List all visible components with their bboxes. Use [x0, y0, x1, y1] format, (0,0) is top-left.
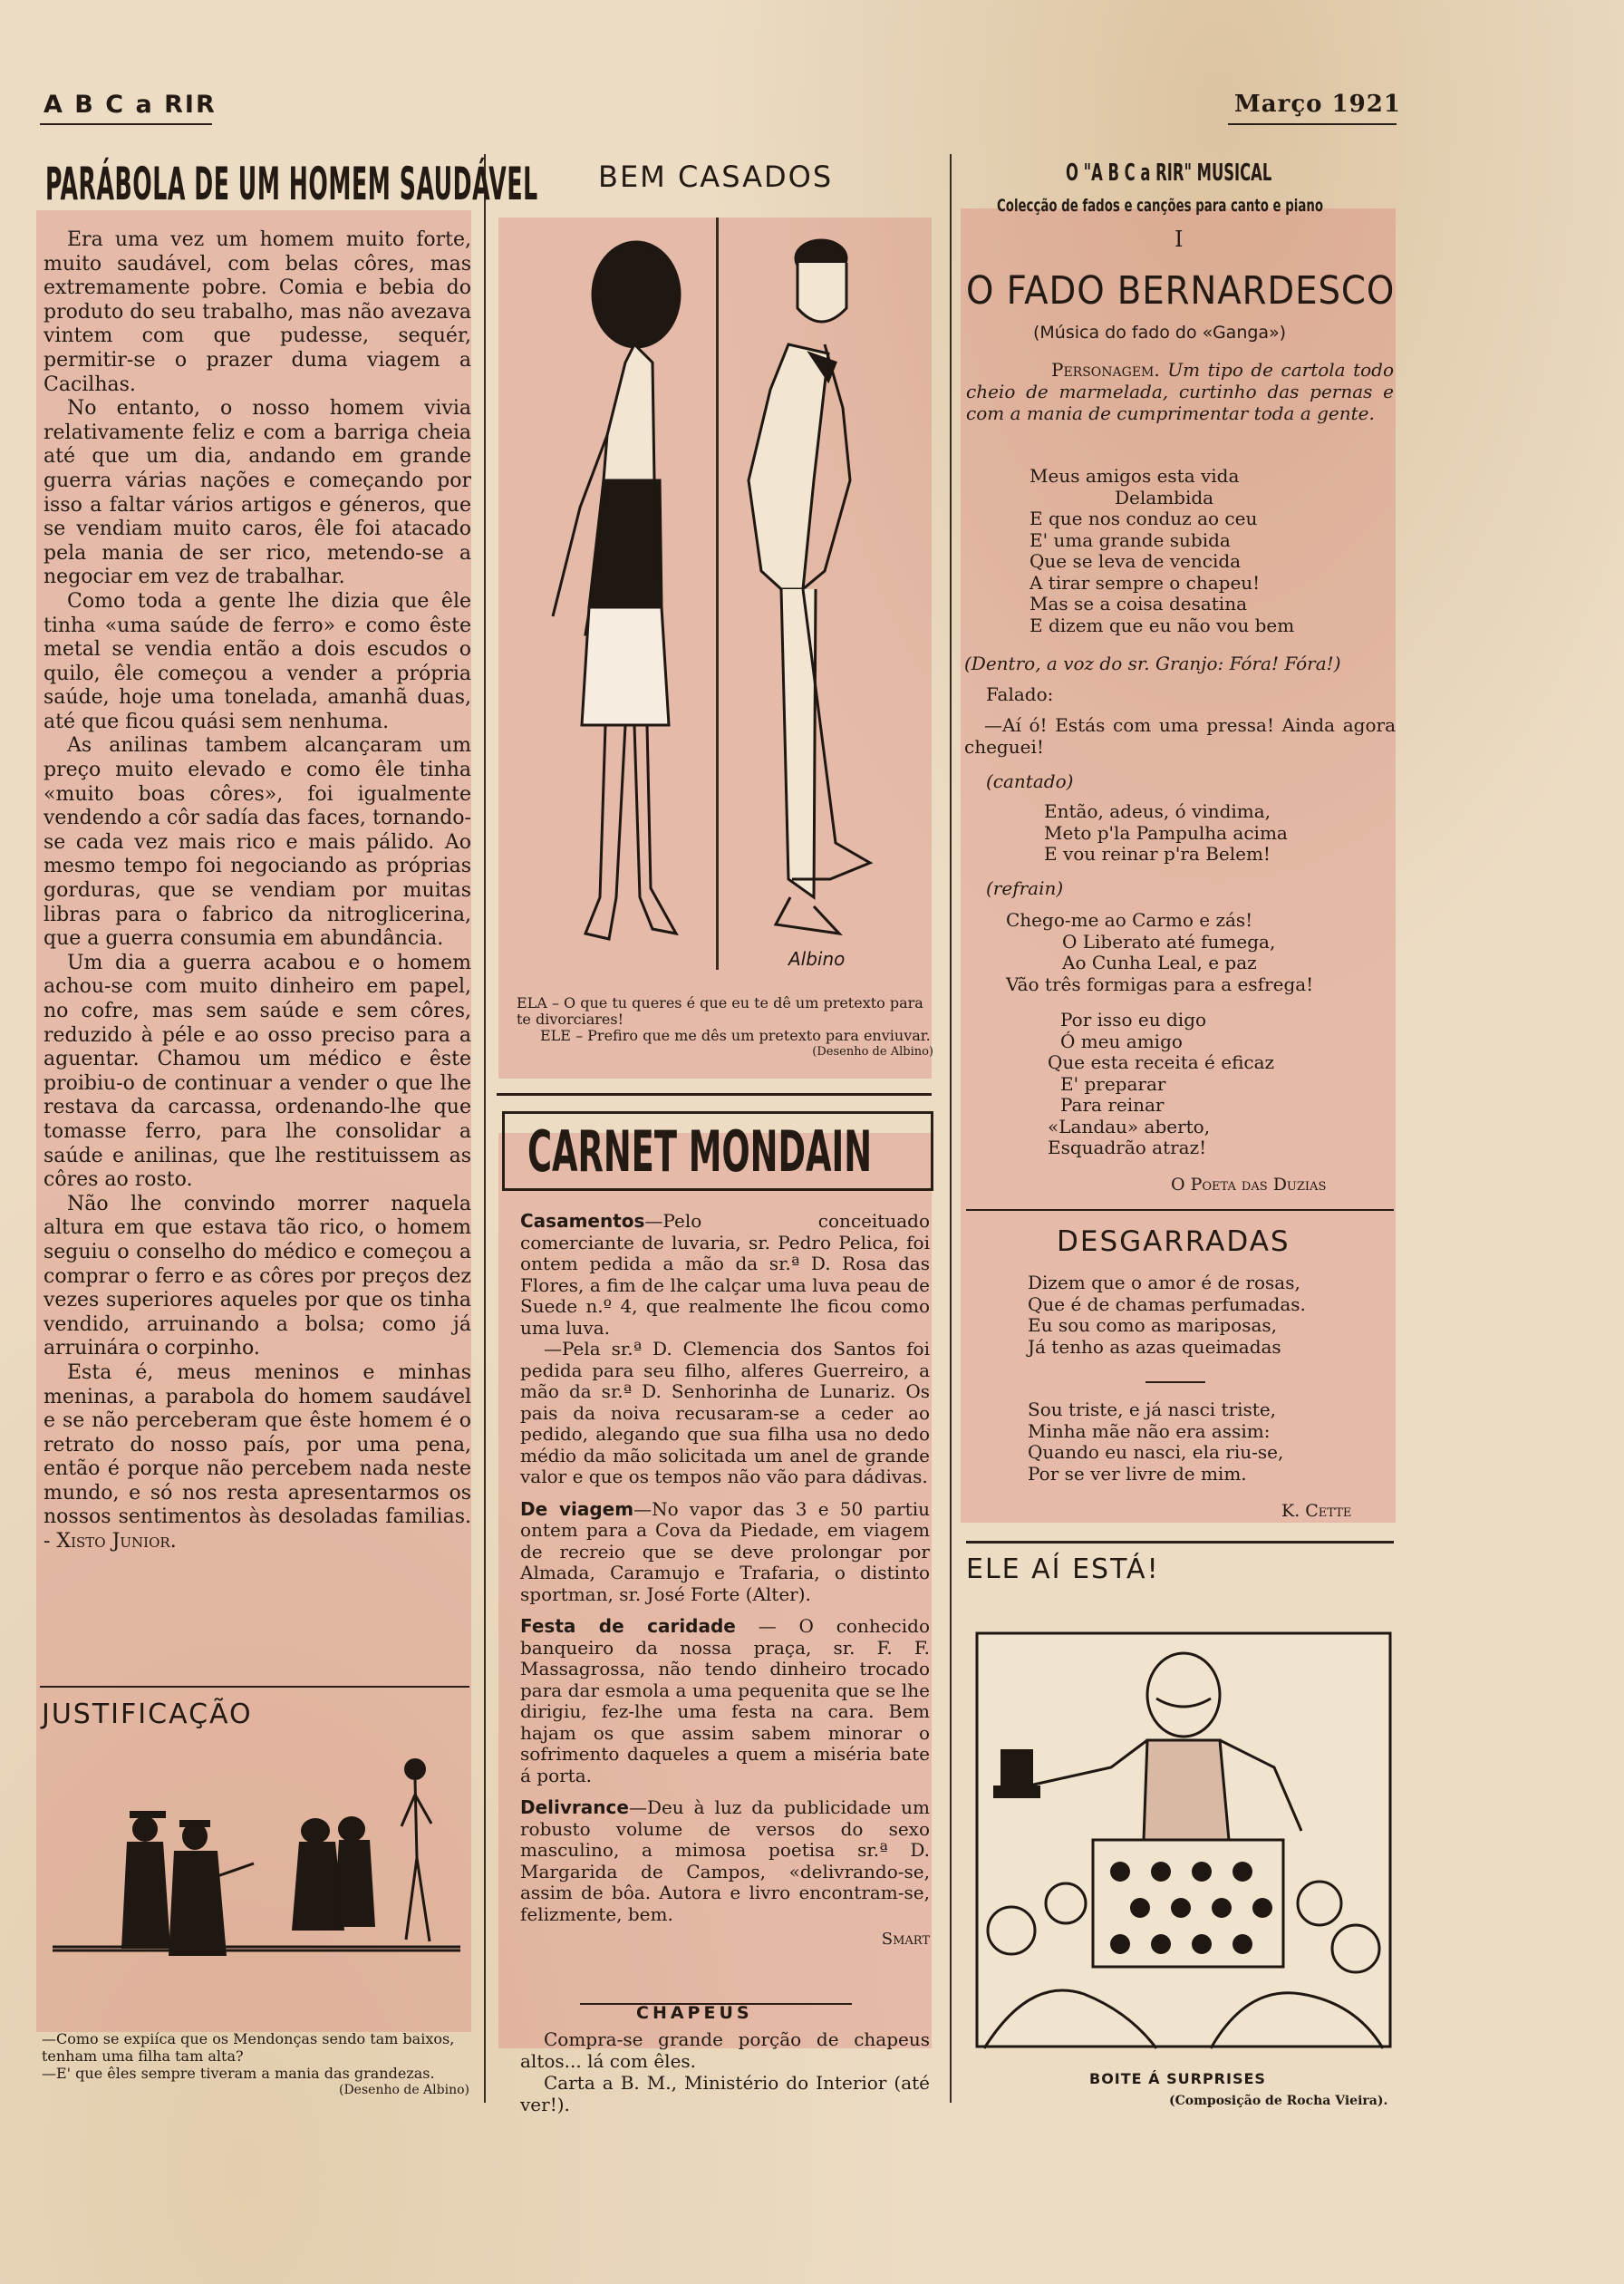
- carnet-text-delivrance: —Deu à luz da publicidade um robusto volume de versos do sexo masculino, a mimosa poetisa sr.ª D. Margarida de Campos, «delivrando-se, assim de bôa. Autora e livro encontram-se, felizmente, bem.: [520, 1796, 930, 1925]
- song-personagem-line: [966, 359, 1394, 424]
- desgarradas-stanza-2-line-1: Sou triste, e já nasci triste,: [1028, 1398, 1277, 1420]
- song-falado-label: Falado:: [986, 683, 1054, 705]
- song-stanza-4: [1048, 1010, 1274, 1159]
- song-stanza-2-line-3: E vou reinar p'ra Belem!: [1044, 843, 1271, 865]
- song-stanza-4-line-1: Por isso eu digo: [1060, 1009, 1207, 1031]
- desgarradas-divider: [1146, 1381, 1205, 1383]
- justificacao-credit: (Desenho de Albino): [339, 2083, 469, 2097]
- song-stanza-1-line-3: E que nos conduz ao ceu: [1030, 508, 1258, 529]
- desgarradas-title: DESGARRADAS: [1057, 1225, 1290, 1258]
- header-rule-right: [1228, 123, 1397, 125]
- carnet-label-caridade: Festa de caridade: [520, 1615, 736, 1637]
- desgarradas-stanza-1-line-1: Dizem que o amor é de rosas,: [1028, 1272, 1300, 1293]
- header-rule-left: [40, 123, 212, 125]
- song-cantado-label: (cantado): [986, 770, 1074, 792]
- bem-casados-credit: (Desenho de Albino): [812, 1045, 933, 1059]
- carnet-mondain-title: CARNET MONDAIN: [527, 1118, 873, 1185]
- bem-casados-caption-ele: ELE – Prefiro que me dês um pretexto para enviuvar.: [540, 1027, 931, 1044]
- carnet-entry-viagem: [520, 1499, 930, 1606]
- parabola-paragraph-7: [44, 1361, 471, 1554]
- song-note: (Música do fado do «Ganga»): [1033, 323, 1287, 343]
- song-stanza-1-line-8: E dizem que eu não vou bem: [1030, 614, 1295, 636]
- desgarradas-rule: [966, 1209, 1394, 1211]
- parabola-article: [44, 228, 471, 1554]
- ele-ai-esta-title: ELE AÍ ESTÁ!: [966, 1553, 1160, 1585]
- ele-ai-esta-rule: [966, 1541, 1394, 1544]
- song-stanza-3-line-3: Ao Cunha Leal, e paz: [1062, 952, 1257, 973]
- song-stanza-4-line-5: Para reinar: [1060, 1094, 1165, 1116]
- song-signature: O Poeta das Duzias: [1171, 1175, 1327, 1195]
- column-divider-2: [950, 154, 952, 2103]
- song-stanza-1-line-5: Que se leva de vencida: [1030, 550, 1242, 572]
- song-stanza-1-line-4: E' uma grande subida: [1030, 528, 1231, 551]
- song-personagem: [966, 359, 1394, 424]
- chapeus-text-2: Carta a B. M., Ministério do Interior (até ver!).: [520, 2072, 930, 2115]
- parabola-paragraph-5: Um dia a guerra acabou e o homem achou-se com muito dinheiro em papel, no cofre, mas sem saúde e sem côres, reduzido à péle e ao osso preciso para a aguentar. Chamou um médico e êste proibiu-o de continuar a vender o que lhe restava da carcassa, ordenando-lhe que tomasse ferro, para lhe consolidar a saúde e anilinas, que lhe restituissem as côres ao rosto.: [44, 951, 471, 1192]
- parabola-signature: - Xisto Junior.: [44, 1530, 177, 1553]
- song-stanza-1-line-6: A tirar sempre o chapeu!: [1030, 571, 1261, 594]
- desgarradas-stanza-1-line-2: Que é de chamas perfumadas.: [1028, 1292, 1306, 1315]
- desgarradas-stanza-1-line-4: Já tenho as azas queimadas: [1028, 1335, 1281, 1358]
- running-header-date: Março 1921: [1234, 91, 1401, 118]
- song-title: O FADO BERNARDESCO: [966, 268, 1396, 314]
- desgarradas-signature: K. Cette: [1281, 1501, 1352, 1521]
- desgarradas-stanza-2: [1028, 1399, 1283, 1485]
- carnet-entry-casamentos: [520, 1211, 930, 1339]
- ele-ai-esta-illustration: [975, 1631, 1392, 2048]
- bem-casados-rule: [497, 1093, 932, 1096]
- desgarradas-stanza-2-line-4: Por se ver livre de mim.: [1028, 1462, 1247, 1485]
- song-stanza-3-line-4: Vão três formigas para a esfrega!: [1006, 973, 1314, 995]
- song-stanza-1-line-1: Meus amigos esta vida: [1030, 465, 1240, 487]
- song-falado-text: —Aí ó! Estás com uma pressa! Ainda agora cheguei!: [964, 714, 1396, 758]
- parabola-paragraph-1: Era uma vez um homem muito forte, muito saudável, com belas côres, mas extremamente pobre. Comia e bebia do produto do seu trabalho, mas não avezava vintem com que pudesse, sequér, permitir-se o prazer duma viagem a Cacilhas.: [44, 228, 471, 396]
- carnet-label-delivrance: Delivrance: [520, 1796, 629, 1818]
- chapeus-title: CHAPEUS: [636, 2003, 753, 2023]
- bem-casados-artist-signature: Albino: [788, 948, 846, 970]
- musical-numeral: I: [1174, 227, 1184, 252]
- song-stanza-1-line-7: Mas se a coisa desatina: [1030, 593, 1248, 615]
- song-stanza-1-line-2: Delambida: [1115, 486, 1214, 508]
- carnet-label-viagem: De viagem: [520, 1497, 634, 1520]
- chapeus-text: [520, 2028, 930, 2115]
- parabola-headline: PARÁBOLA DE UM HOMEM SAUDÁVEL: [45, 158, 538, 210]
- carnet-entry-pedido: —Pela sr.ª D. Clemencia dos Santos foi pedida para seu filho, alferes Guerreiro, a mão da sr.ª D. Senhorinha de Lunariz. Os pais da noiva recusaram-se a ceder ao pedido, alegando que sua filha usa no dedo médio da mão solicitada um anel de grande valor e que os tempos não vão para dádivas.: [520, 1338, 930, 1487]
- chapeus-text-1: Compra-se grande porção de chapeus altos... lá com êles.: [520, 2028, 930, 2072]
- carnet-entry-caridade: [520, 1616, 930, 1786]
- carnet-text-viagem: —No vapor das 3 e 50 partiu ontem para a Cova da Piedade, em viagem de recreio que se deve prolongar por Almada, Caramujo e Trafaria, o distinto sportman, sr. José Forte (Alter).: [520, 1497, 930, 1605]
- song-stanza-2: [1044, 801, 1288, 866]
- justificacao-caption: [42, 2030, 469, 2099]
- song-stanza-3: [1006, 910, 1313, 995]
- song-refrain-label: (refrain): [986, 877, 1064, 899]
- justificacao-caption-2: —E' que êles sempre tiveram a mania das grandezas.: [42, 2065, 435, 2082]
- song-stanza-2-line-2: Meto p'la Pampulha acima: [1044, 821, 1288, 844]
- song-personagem-text: Um tipo de cartola todo cheio de marmelada, curtinho das pernas e com a mania de cumprimentar toda a gente.: [966, 359, 1395, 424]
- justificacao-caption-1: —Como se expiíca que os Mendonças sendo tam baixos, tenham uma filha tam alta?: [42, 2030, 455, 2065]
- justificacao-title: JUSTIFICAÇÃO: [42, 1698, 253, 1730]
- carnet-signature: Smart: [881, 1930, 930, 1949]
- musical-subtitle: Colecção de fados e canções para canto e piano: [997, 196, 1323, 216]
- carnet-text-casamentos: —Pelo conceituado comerciante de luvaria, sr. Pedro Pelica, foi ontem pedida a mão da sr.ª D. Rosa das Flores, a fim de lhe calçar uma luva peau de Suede n.º 4, que realmente lhe ficou como uma luva.: [520, 1210, 930, 1339]
- carnet-mondain-entries: [520, 1211, 930, 1950]
- justificacao-rule: [40, 1686, 469, 1688]
- desgarradas-stanza-2-line-3: Quando eu nasci, ela riu-se,: [1028, 1441, 1284, 1463]
- song-stanza-4-line-3: Que esta receita é eficaz: [1048, 1051, 1275, 1073]
- carnet-label-casamentos: Casamentos: [520, 1210, 645, 1232]
- bem-casados-caption: [517, 995, 933, 1060]
- song-stanza-4-line-7: Esquadrão atraz!: [1048, 1137, 1207, 1158]
- justificacao-illustration: [44, 1740, 469, 2021]
- song-stanza-3-line-1: Chego-me ao Carmo e zás!: [1006, 909, 1253, 931]
- parabola-paragraph-3: Como toda a gente lhe dizia que êle tinha «uma saúde de ferro» e como êste metal se vendia então a dois escudos o quilo, êle começou a vender a própria saúde, hoje uma tonelada, amanhã duas, até que ficou quási sem nenhuma.: [44, 589, 471, 733]
- column-divider-1: [484, 154, 486, 2103]
- desgarradas-stanza-2-line-2: Minha mãe não era assim:: [1028, 1419, 1271, 1442]
- bem-casados-title: BEM CASADOS: [598, 160, 834, 194]
- song-stanza-1: [1030, 466, 1294, 636]
- song-stanza-4-line-4: E' preparar: [1060, 1072, 1166, 1095]
- song-personagem-label: Personagem.: [1051, 359, 1160, 381]
- parabola-paragraph-7-text: Esta é, meus meninos e minhas meninas, a parabola do homem saudável e se não perceberam que êste homem é o retrato do nosso país, por uma pena, então é porque não percebem nada neste mundo, e só nos resta apresentarmos os nossos sentimentos às desoladas familias.: [44, 1360, 471, 1529]
- desgarradas-stanza-1: [1028, 1273, 1306, 1358]
- carnet-entry-delivrance: [520, 1797, 930, 1925]
- running-header-left: A B C a RIR: [44, 91, 217, 119]
- desgarradas-stanza-1-line-3: Eu sou como as mariposas,: [1028, 1314, 1278, 1336]
- ele-ai-esta-caption: BOITE Á SURPRISES: [1089, 2070, 1266, 2087]
- song-stanza-4-line-6: «Landau» aberto,: [1048, 1115, 1211, 1137]
- ele-ai-esta-credit: (Composição de Rocha Vieira).: [1169, 2094, 1388, 2108]
- song-stanza-3-line-2: O Liberato até fumega,: [1062, 930, 1276, 953]
- parabola-paragraph-6: Não lhe convindo morrer naquela altura em que estava tão rico, o homem seguiu o conselho do médico e começou a comprar o ferro e as côres por preços dez vezes superiores aqueles por que os tinha vendido, arruinando a bolsa; como já arruinára o corpinho.: [44, 1192, 471, 1360]
- song-stage-note: (Dentro, a voz do sr. Granjo: Fóra! Fóra!): [964, 653, 1341, 674]
- song-stanza-4-line-2: Ó meu amigo: [1060, 1030, 1183, 1052]
- bem-casados-caption-ela: ELA – O que tu queres é que eu te dê um pretexto para te divorciares!: [517, 994, 923, 1028]
- musical-title: O "A B C a RIR" MUSICAL: [1066, 160, 1272, 187]
- song-falado: [964, 714, 1396, 758]
- song-stanza-2-line-1: Então, adeus, ó vindima,: [1044, 800, 1271, 822]
- carnet-text-caridade: — O conhecido banqueiro da nossa praça, sr. F. F. Massagrossa, não tendo dinheiro trocado para dar esmola a uma pequenita que se lhe dirigiu, fez-lhe uma festa na cara. Bem hajam os que assim sabem minorar o sofrimento daqueles a quem a miséria bate á porta.: [520, 1615, 931, 1786]
- parabola-paragraph-4: As anilinas tambem alcançaram um preço muito elevado e como êle tinha «muito boas côres», foi igualmente vendendo a côr sadía das faces, tornando-se cada vez mais rico e mais pálido. Ao mesmo tempo foi negociando as próprias gorduras, que se vendiam por muitas libras para o fabrico da nitroglicerina, que a guerra consumia em abundância.: [44, 734, 471, 951]
- parabola-paragraph-2: No entanto, o nosso homem vivia relativamente feliz e com a barriga cheia até que um dia, andando em grande guerra várias nações e começando por isso a faltar vários artigos e géneros, que se vendiam muito caros, êle foi atacado pela mania de ser rico, metendo-se a negociar em vez de trabalhar.: [44, 397, 471, 589]
- bem-casados-illustration: [498, 208, 933, 979]
